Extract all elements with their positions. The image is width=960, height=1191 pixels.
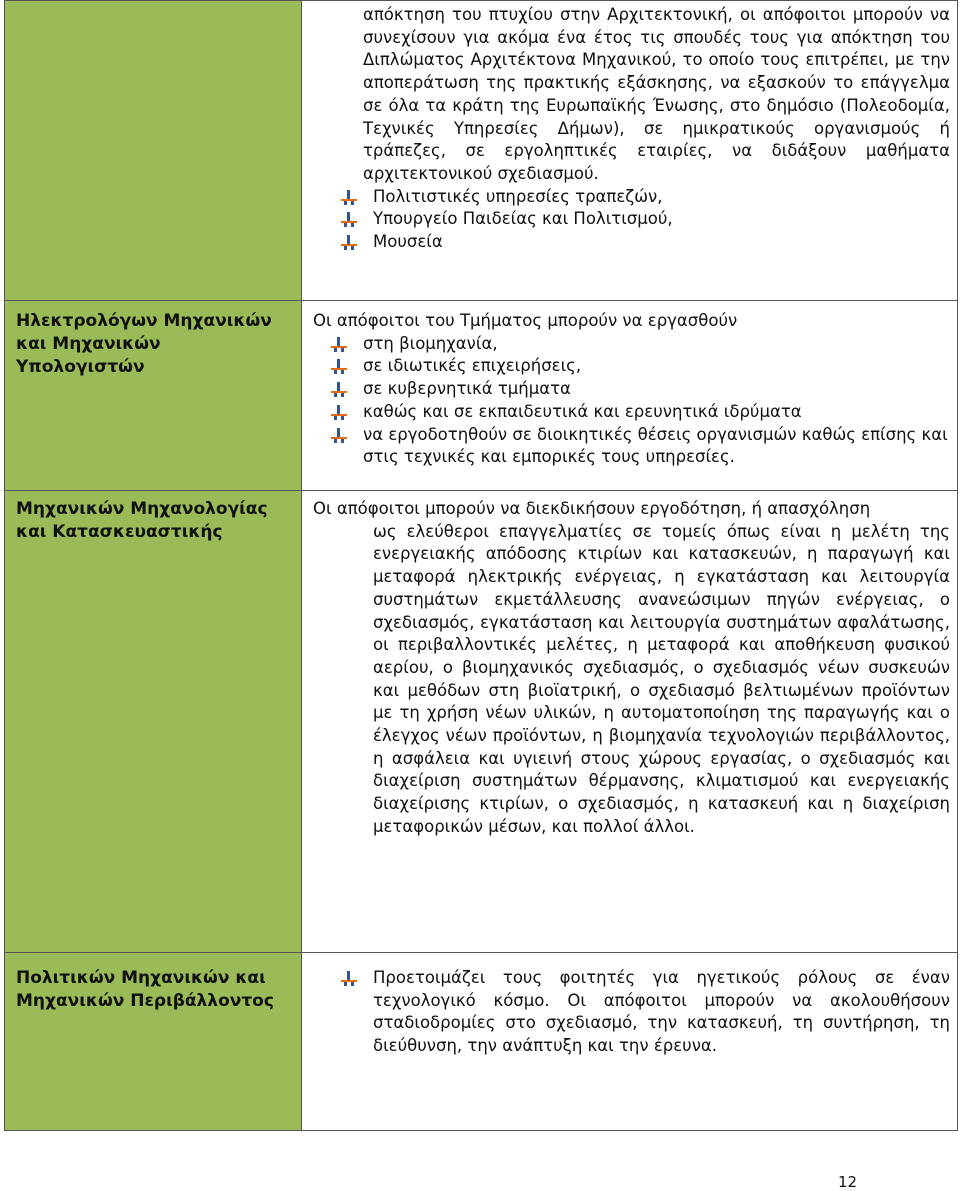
careers-cell: [302, 953, 958, 1131]
bullet-icon: [341, 971, 357, 986]
careers-cell: [302, 1, 958, 301]
department-cell: [5, 301, 302, 491]
bullet-icon: [331, 337, 347, 352]
bullet-icon: [331, 382, 347, 397]
department-cell: [5, 491, 302, 953]
list-item: Μουσεία: [373, 231, 950, 254]
department-heading: Μηχανικών Μηχανολογίας και Κατασκευαστικής: [16, 499, 268, 542]
intro-text: Οι απόφοιτοι μπορούν να διεκδικήσουν εργοδότηση, ή απασχόληση: [313, 499, 871, 518]
bullet-icon: [331, 428, 347, 443]
department-heading: Ηλεκτρολόγων Μηχανικών και Μηχανικών Υπολογιστών: [16, 311, 272, 377]
careers-list: [313, 967, 950, 1058]
careers-cell: [302, 491, 958, 953]
careers-table: [4, 0, 958, 1131]
list-item: σε ιδιωτικές επιχειρήσεις,: [363, 355, 950, 378]
bullet-icon: [331, 359, 347, 374]
department-cell: [5, 953, 302, 1131]
continuation-paragraph: απόκτηση του πτυχίου στην Αρχιτεκτονική, οι απόφοιτοι μπορούν να συνεχίσουν για ακόμα ένα έτος τις σπουδές τους για απόκτηση του Διπλώματος Αρχιτέκτονα Μηχανικού, το οποίο τους επιτρέπει, με την αποπεράτωση της πρακτικής εξάσκησης, να εξασκούν το επάγγελμα σε όλα τα κράτη της Ευρωπαϊκής Ένωσης, στο δημόσιο (Πολεοδομία, Τεχνικές Υπηρεσίες Δήμων), σε ημικρατικούς οργανισμούς ή τράπεζες, σε εργοληπτικές εταιρίες, να διδάξουν μαθήματα αρχιτεκτονικού σχεδιασμού.: [363, 5, 950, 183]
careers-cell: [302, 301, 958, 491]
list-item: να εργοδοτηθούν σε διοικητικές θέσεις οργανισμών καθώς επίσης και στις τεχνικές και εμπορικές τους υπηρεσίες.: [363, 424, 950, 469]
careers-list: [313, 333, 950, 469]
list-item: Υπουργείο Παιδείας και Πολιτισμού,: [373, 208, 950, 231]
table-row: [5, 491, 958, 953]
list-item: Προετοιμάζει τους φοιτητές για ηγετικούς ρόλους σε έναν τεχνολογικό κόσμο. Οι απόφοιτοι μπορούν να ακολουθήσουν σταδιοδρομίες στο σχεδιασμό, την κατασκευή, τη συντήρηση, τη διεύθυνση, την ανάπτυξη και την έρευνα.: [373, 967, 950, 1058]
department-cell: [5, 1, 302, 301]
bullet-icon: [341, 235, 357, 250]
table-row: [5, 1, 958, 301]
department-heading: Πολιτικών Μηχανικών και Μηχανικών Περιβάλλοντος: [16, 968, 274, 1011]
list-item: στη βιομηχανία,: [363, 333, 950, 356]
list-item: Πολιτιστικές υπηρεσίες τραπεζών,: [373, 186, 950, 209]
list-item: καθώς και σε εκπαιδευτικά και ερευνητικά ιδρύματα: [363, 401, 950, 424]
bullet-icon: [341, 190, 357, 205]
intro-text: Οι απόφοιτοι του Τμήματος μπορούν να εργασθούν: [313, 311, 738, 330]
body-paragraph: ως ελεύθεροι επαγγελματίες σε τομείς όπως είναι η μελέτη της ενεργειακής απόδοσης κτιρίων και κατασκευών, η παραγωγή και μεταφορά ηλεκτρικής ενέργειας, η εγκατάσταση και λειτουργία συστημάτων εκμετάλλευσης ανανεώσιμων πηγών ενέργειας, ο σχεδιασμός, εγκατάσταση και λειτουργία συστημάτων αφαλάτωσης, οι περιβαλλοντικές μελέτες, η μεταφορά και αποθήκευση φυσικού αερίου, ο βιομηχανικός σχεδιασμός, ο σχεδιασμός νέων συσκευών και μεθόδων στη βιοϊατρική, ο σχεδιασμό βελτιωμένων προϊόντων με τη χρήση νέων υλικών, η αυτοματοποίηση της παραγωγής και ο έλεγχος νέων προϊόντων, η βιομηχανία τεχνολογιών περιβάλλοντος, η ασφάλεια και υγιεινή στους χώρους εργασίας, ο σχεδιασμός και διαχείριση συστημάτων θέρμανσης, κλιματισμού και ενεργειακής διαχείρισης κτιρίων, ο σχεδιασμός, η κατασκευή και η διαχείριση μεταφορικών μέσων, και πολλοί άλλοι.: [373, 521, 950, 836]
list-item: σε κυβερνητικά τμήματα: [363, 378, 950, 401]
page-number: 12: [838, 1173, 858, 1191]
table-row: [5, 301, 958, 491]
bullet-icon: [331, 405, 347, 420]
table-row: [5, 953, 958, 1131]
bullet-icon: [341, 212, 357, 227]
careers-list: [313, 186, 950, 254]
